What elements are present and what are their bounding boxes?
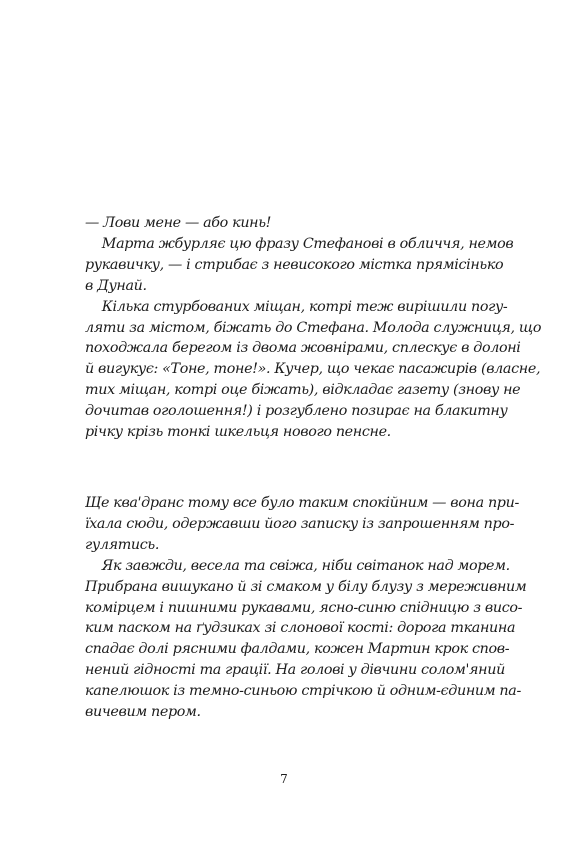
passage-2 (85, 493, 527, 723)
text-line: — Лови мене — або кинь! (85, 215, 272, 231)
text-line: Прибрана вишукано й зі смаком у білу блузу з мереживним (85, 578, 527, 595)
text-line: річку крізь тонкі шкельця нового пенсне. (85, 424, 391, 441)
text-line: тих міщан, котрі оце біжать), відкладає газету (знову не (85, 382, 521, 399)
text-line: спадає долі рясними фалдами, кожен Мартин крок спов- (85, 641, 510, 658)
passage-1 (85, 213, 542, 443)
text-line: ким паском на ґудзиках зі слонової кості: дорога тканина (85, 620, 516, 637)
text-line: походжала берегом із двома жовнірами, сплескує в долоні (85, 340, 521, 357)
text-line: капелюшок із темно-синьою стрічкою й одним-єдиним па- (85, 683, 521, 700)
text-line: дочитав оголошення!) і розгублено позирає на блакитну (85, 403, 508, 420)
text-line: вичевим пером. (85, 704, 201, 721)
text-line: їхала сюди, одержавши його записку із запрошенням про- (85, 515, 515, 532)
text-line: ляти за містом, біжать до Стефана. Молода служниця, що (85, 319, 542, 336)
text-line: Марта жбурляє цю фразу Стефанові в обличчя, немов (85, 235, 514, 252)
text-line: й вигукує: «Тоне, тоне!». Кучер, що чекає пасажирів (власне, (85, 361, 541, 378)
text-line: гулятись. (85, 536, 160, 553)
text-line: комірцем і пишними рукавами, ясно-синю спідницю з висо- (85, 599, 523, 616)
page-number: 7 (280, 772, 288, 786)
text-line: Як завжди, весела та свіжа, ніби світанок над морем. (85, 557, 510, 574)
text-line: рукавичку, — і стрибає з невисокого містка прямісінько (85, 256, 504, 273)
text-line: Ще кваꞌдранс тому все було таким спокійним — вона при- (85, 495, 519, 511)
text-line: в Дунай. (85, 277, 147, 294)
text-line: Кілька стурбованих міщан, котрі теж вирішили погу- (85, 298, 508, 315)
text-line: нений гідності та грації. На голові у дівчини солом'яний (85, 662, 505, 679)
